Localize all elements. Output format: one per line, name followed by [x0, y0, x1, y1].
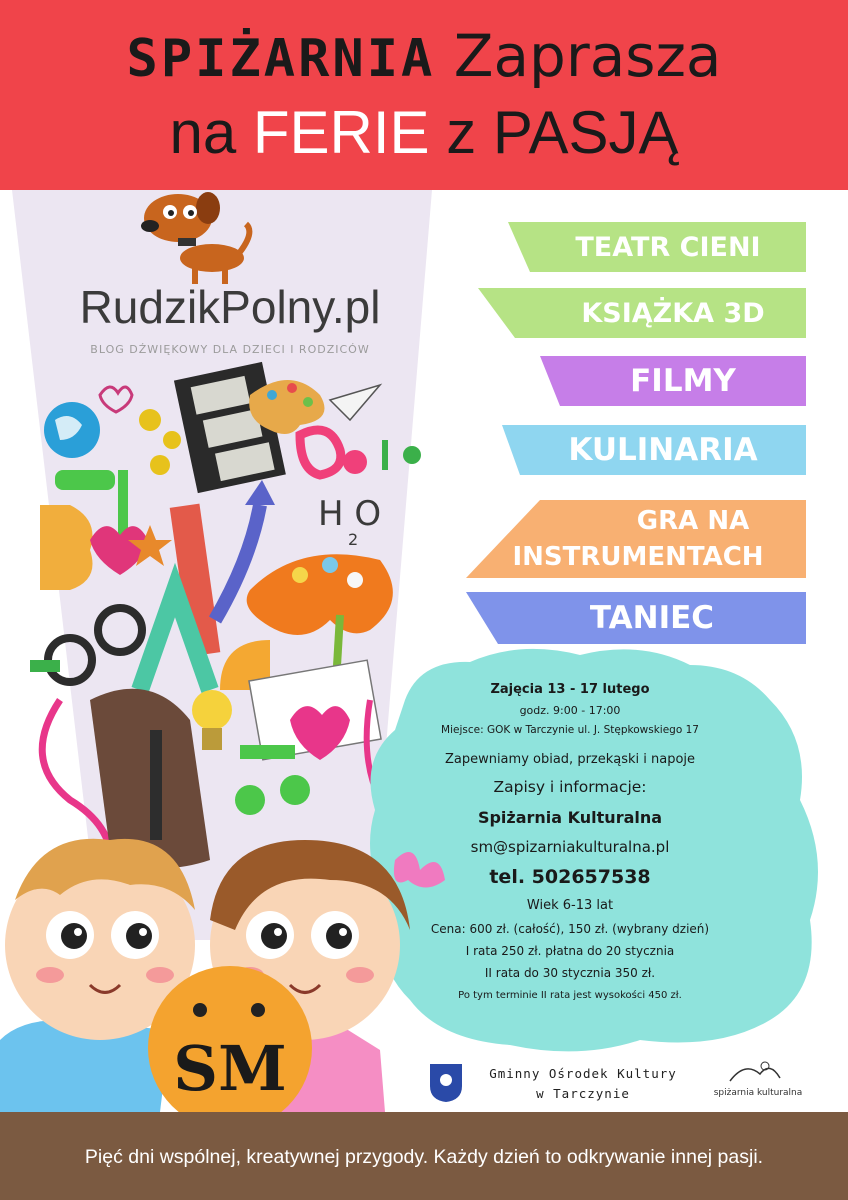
- headline-pre: na: [169, 99, 253, 166]
- gok-emblem-icon: [428, 1062, 464, 1104]
- activity-label-line2: INSTRUMENTACH: [512, 542, 764, 572]
- signup-text: Zapisy i informacje:: [493, 778, 647, 796]
- activity-label: TANIEC: [589, 600, 715, 636]
- activity-label: TEATR CIENI: [575, 231, 761, 263]
- activity-label: KULINARIA: [568, 432, 758, 468]
- headline-ferie: FERIE: [252, 99, 430, 166]
- hair-bow: [394, 852, 445, 888]
- sm-logo-text: SM: [173, 1032, 287, 1105]
- note-text: Po tym terminie II rata jest wysokości 450 zł.: [458, 990, 682, 1001]
- organizer-name: Spiżarnia Kulturalna: [477, 808, 663, 827]
- age-text: Wiek 6-13 lat: [526, 898, 614, 913]
- meals-text: Zapewniamy obiad, przekąski i napoje: [444, 752, 696, 767]
- spizarnia-logo-text: spiżarnia kulturalna: [713, 1088, 803, 1098]
- place-text: Miejsce: GOK w Tarczynie ul. J. Stępkowskiego 17: [441, 724, 699, 736]
- activity-label: FILMY: [630, 363, 736, 399]
- footer-tagline: Pięć dni wspólnej, kreatywnej przygody. Każdy dzień to odkrywanie innej pasji.: [84, 1146, 764, 1168]
- h2o-formula: H O: [318, 494, 382, 534]
- spizarnia-logo-icon: [725, 1056, 785, 1086]
- email-link[interactable]: sm@spizarniakulturalna.pl: [470, 838, 670, 856]
- gok-name-line2: w Tarczynie: [536, 1086, 630, 1101]
- gok-name-line1: Gminny Ośrodek Kultury: [489, 1066, 677, 1081]
- phone-link[interactable]: tel. 502657538: [489, 866, 651, 888]
- headline-post: z PASJĄ: [429, 99, 679, 166]
- hours-text: godz. 9:00 - 17:00: [519, 704, 621, 717]
- dates-text: Zajęcia 13 - 17 lutego: [490, 682, 650, 697]
- rate2-text: II rata do 30 stycznia 350 zł.: [484, 966, 656, 980]
- brand-name: SPIŻARNIA: [126, 29, 436, 89]
- blog-name: RudzikPolny.pl: [79, 281, 381, 333]
- headline-invite: Zaprasza: [453, 22, 722, 90]
- svg-text:2: 2: [348, 530, 359, 549]
- blog-subtitle: BLOG DŹWIĘKOWY DLA DZIECI I RODZICÓW: [90, 343, 370, 356]
- activity-label: KSIĄŻKA 3D: [581, 297, 765, 329]
- price-text: Cena: 600 zł. (całość), 150 zł. (wybrany dzień): [430, 922, 710, 936]
- activity-label-line1: GRA NA: [636, 506, 750, 536]
- rate1-text: I rata 250 zł. płatna do 20 stycznia: [465, 944, 675, 958]
